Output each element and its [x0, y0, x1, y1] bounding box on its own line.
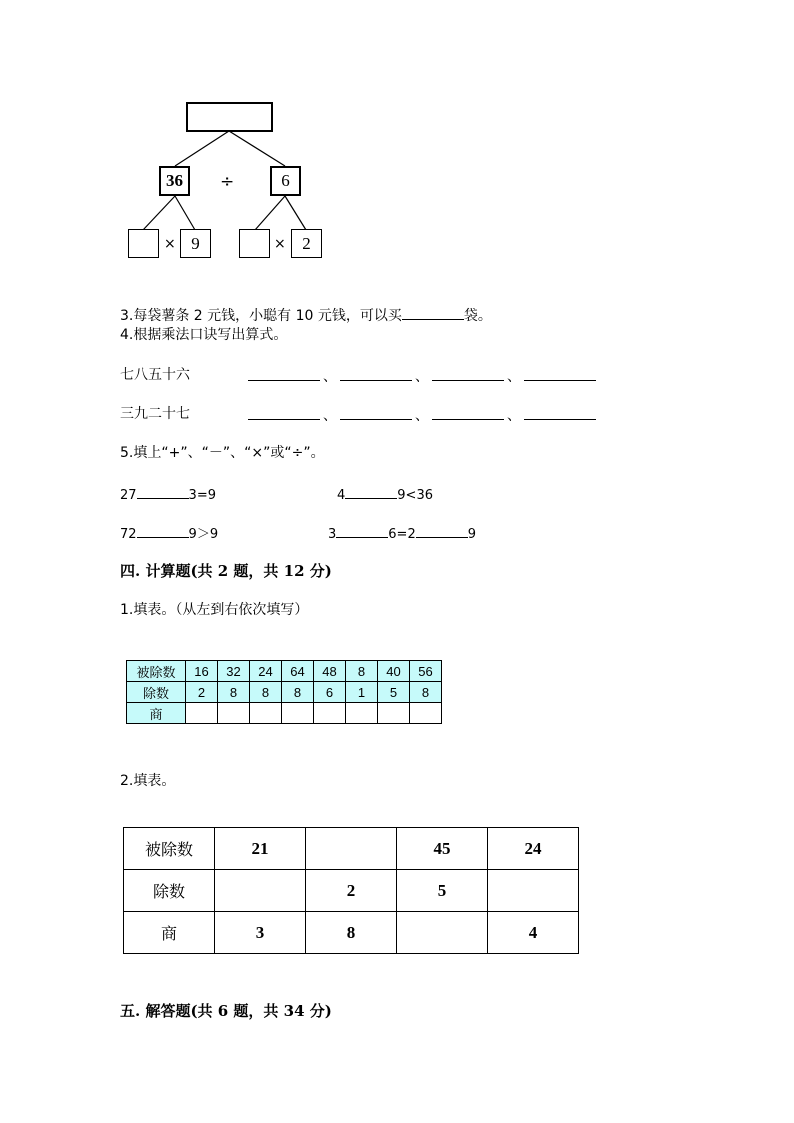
tree-bottom-left-blank[interactable] [128, 229, 159, 258]
tree-bottom-left-number: 9 [180, 229, 211, 258]
table-cell: 4 [488, 912, 579, 954]
answer-cell[interactable] [488, 870, 579, 912]
table-cell: 1 [346, 682, 378, 703]
q5-item-1 [120, 484, 216, 505]
tree-top-box[interactable] [186, 102, 273, 132]
separator: 、 [415, 369, 429, 385]
operator-blank[interactable] [336, 523, 388, 538]
q4-row-1-label: 七八五十六 [120, 367, 190, 383]
answer-blank[interactable] [432, 405, 504, 420]
answer-blank[interactable] [524, 366, 596, 381]
separator: 、 [415, 408, 429, 424]
table-cell: 24 [488, 828, 579, 870]
table-cell: 3 [215, 912, 306, 954]
table-cell: 8 [218, 682, 250, 703]
table-cell: 64 [282, 661, 314, 682]
tree-bottom-right-times: × [274, 236, 286, 252]
answer-cell[interactable] [215, 870, 306, 912]
answer-blank[interactable] [432, 366, 504, 381]
tree-left-number: 36 [159, 166, 190, 196]
answer-blank[interactable] [524, 405, 596, 420]
answer-cell[interactable] [218, 703, 250, 724]
table-cell: 21 [215, 828, 306, 870]
operator-blank[interactable] [137, 484, 189, 499]
q5-item-2 [337, 484, 433, 505]
section-4-question-1-title: 1.填表。（从左到右依次填写） [120, 602, 309, 618]
operand: 27 [120, 488, 137, 503]
operator-blank[interactable] [416, 523, 468, 538]
row-label: 除数 [127, 682, 186, 703]
table-cell: 32 [218, 661, 250, 682]
question-3-blank[interactable] [402, 305, 464, 320]
answer-cell[interactable] [314, 703, 346, 724]
table-row [127, 661, 442, 682]
table-cell: 2 [306, 870, 397, 912]
table-cell: 6 [314, 682, 346, 703]
table-row [127, 682, 442, 703]
answer-cell[interactable] [346, 703, 378, 724]
separator: 、 [323, 369, 337, 385]
operand: 6=2 [388, 527, 416, 542]
operand: 72 [120, 527, 137, 542]
table-row [124, 828, 579, 870]
table-cell: 24 [250, 661, 282, 682]
q4-row-2-label: 三九二十七 [120, 406, 190, 422]
q5-item-4 [328, 523, 476, 544]
separator: 、 [507, 408, 521, 424]
answer-cell[interactable] [306, 828, 397, 870]
table-cell: 8 [410, 682, 442, 703]
table-cell: 40 [378, 661, 410, 682]
tree-bottom-left-times: × [164, 236, 176, 252]
q4-row-1-blanks [248, 366, 596, 386]
table-cell: 45 [397, 828, 488, 870]
answer-blank[interactable] [248, 405, 320, 420]
q4-row-2-blanks [248, 405, 596, 425]
answer-cell[interactable] [186, 703, 218, 724]
tree-right-number: 6 [270, 166, 301, 196]
table-cell: 5 [378, 682, 410, 703]
separator: 、 [507, 369, 521, 385]
operand: 3=9 [188, 488, 216, 503]
answer-cell[interactable] [378, 703, 410, 724]
table-row [124, 870, 579, 912]
row-label: 商 [127, 703, 186, 724]
row-label: 被除数 [124, 828, 215, 870]
table-row [124, 912, 579, 954]
tree-bottom-right-number: 2 [291, 229, 322, 258]
table-cell: 2 [186, 682, 218, 703]
section-5-title: 五. 解答题(共 6 题，共 34 分) [120, 1002, 332, 1020]
tree-bottom-right-blank[interactable] [239, 229, 270, 258]
question-3 [120, 305, 492, 325]
separator: 、 [323, 408, 337, 424]
table-cell: 48 [314, 661, 346, 682]
operator-blank[interactable] [345, 484, 397, 499]
row-label: 被除数 [127, 661, 186, 682]
table-cell: 16 [186, 661, 218, 682]
operand: 3 [328, 527, 337, 542]
section-4-question-2-title: 2.填表。 [120, 773, 176, 789]
answer-cell[interactable] [282, 703, 314, 724]
operand: 4 [337, 488, 346, 503]
table-cell: 8 [282, 682, 314, 703]
answer-blank[interactable] [340, 366, 412, 381]
table-cell: 8 [250, 682, 282, 703]
tree-divide-sign: ÷ [220, 172, 235, 192]
question-3-text: 3.每袋薯条 2 元钱，小聪有 10 元钱，可以买 [120, 308, 402, 324]
table-cell: 8 [346, 661, 378, 682]
answer-cell[interactable] [250, 703, 282, 724]
question-3-suffix: 袋。 [463, 308, 492, 324]
question-5-title: 5.填上“+”、“－”、“×”或“÷”。 [120, 445, 325, 461]
operand: 9 [467, 527, 476, 542]
row-label: 除数 [124, 870, 215, 912]
answer-blank[interactable] [340, 405, 412, 420]
operator-blank[interactable] [137, 523, 189, 538]
table-cell: 56 [410, 661, 442, 682]
answer-cell[interactable] [410, 703, 442, 724]
division-table-1 [126, 660, 442, 724]
operand: 9<36 [397, 488, 433, 503]
answer-cell[interactable] [397, 912, 488, 954]
operand: 9＞9 [188, 527, 219, 542]
answer-blank[interactable] [248, 366, 320, 381]
table-cell: 5 [397, 870, 488, 912]
section-4-title: 四. 计算题(共 2 题，共 12 分) [120, 562, 332, 580]
table-cell: 8 [306, 912, 397, 954]
table-row [127, 703, 442, 724]
row-label: 商 [124, 912, 215, 954]
q5-item-3 [120, 523, 218, 544]
division-table-2 [123, 827, 579, 954]
question-4-title: 4.根据乘法口诀写出算式。 [120, 327, 288, 343]
